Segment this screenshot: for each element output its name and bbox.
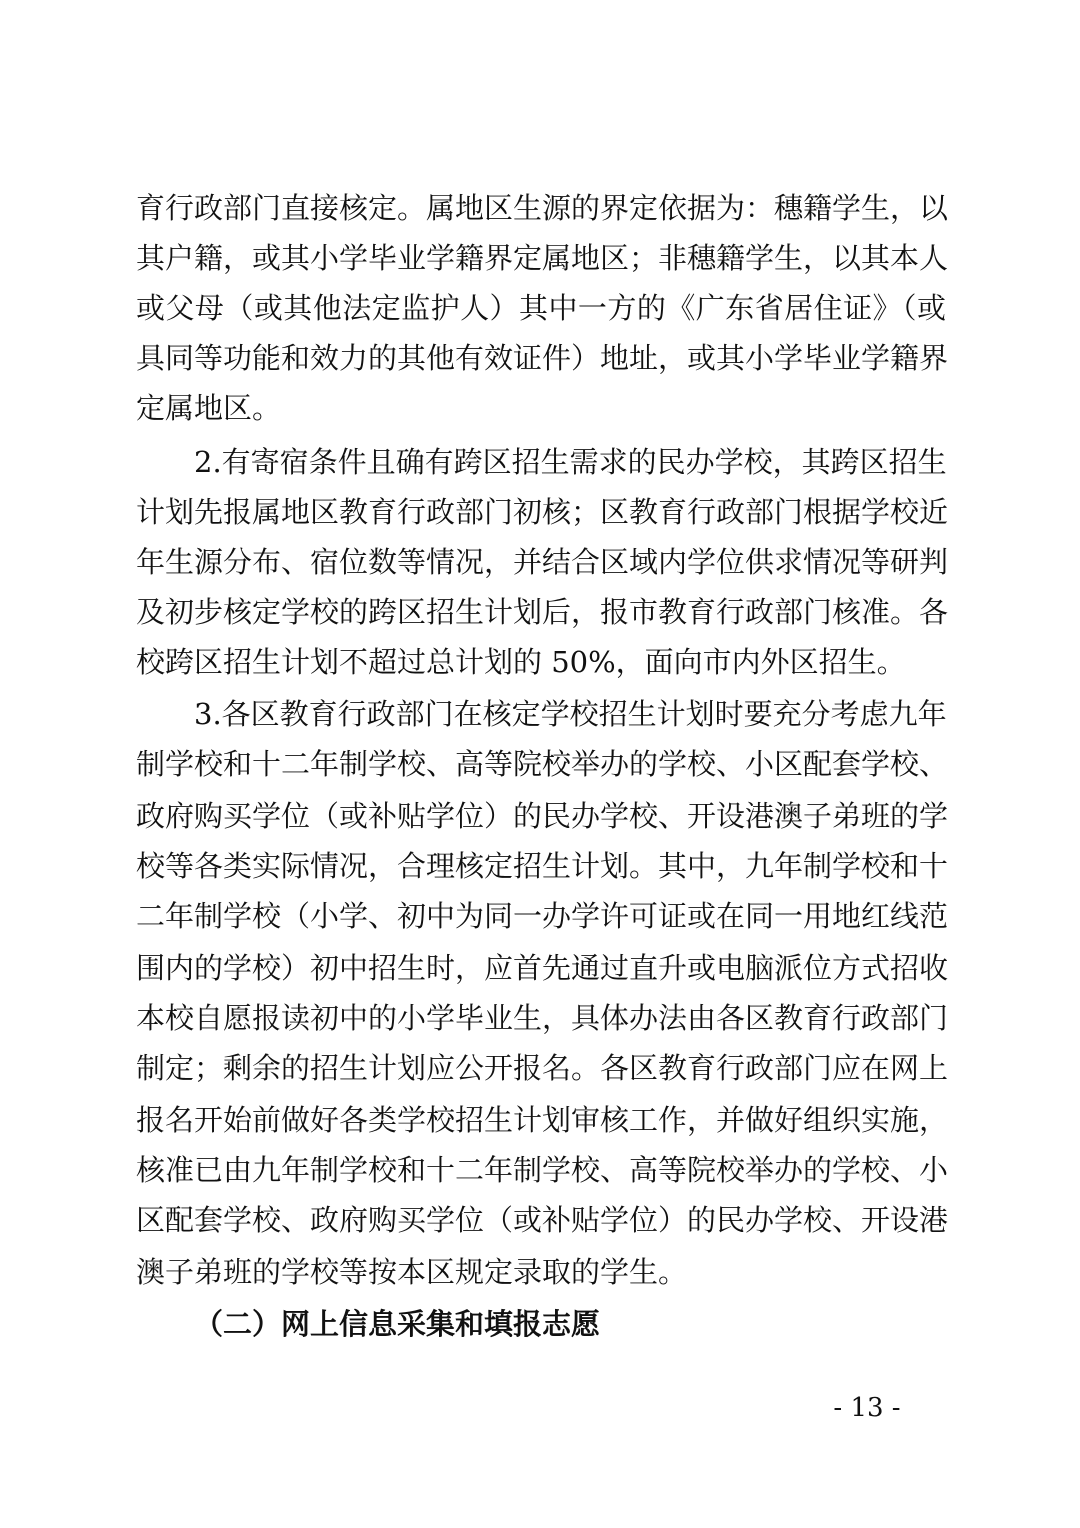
paragraph-2-line-4: 及初步核定学校的跨区招生计划后，报市教育行政部门核准。各 xyxy=(136,595,949,629)
paragraph-2-line-2: 计划先报属地区教育行政部门初核；区教育行政部门根据学校近 xyxy=(136,495,949,529)
paragraph-3-line-9: 报名开始前做好各类学校招生计划审核工作，并做好组织实施， xyxy=(136,1103,949,1137)
paragraph-3-line-12: 澳子弟班的学校等按本区规定录取的学生。 xyxy=(136,1255,688,1289)
paragraph-2-line-5: 校跨区招生计划不超过总计划的 50%，面向市内外区招生。 xyxy=(136,645,906,679)
section-heading: （二）网上信息采集和填报志愿 xyxy=(194,1307,601,1341)
paragraph-3-line-4: 校等各类实际情况，合理核定招生计划。其中，九年制学校和十 xyxy=(136,849,949,883)
paragraph-3-line-6: 围内的学校）初中招生时，应首先通过直升或电脑派位方式招收 xyxy=(136,951,949,985)
paragraph-3-line-10: 核准已由九年制学校和十二年制学校、高等院校举办的学校、小 xyxy=(136,1153,949,1187)
paragraph-3-line-2: 制学校和十二年制学校、高等院校举办的学校、小区配套学校、 xyxy=(136,747,949,781)
paragraph-3-line-5: 二年制学校（小学、初中为同一办学许可证或在同一用地红线范 xyxy=(136,899,949,933)
paragraph-1-line-5: 定属地区。 xyxy=(136,391,282,425)
paragraph-2-line-1: 2.有寄宿条件且确有跨区招生需求的民办学校，其跨区招生 xyxy=(194,445,947,479)
paragraph-3-line-7: 本校自愿报读初中的小学毕业生，具体办法由各区教育行政部门 xyxy=(136,1001,949,1035)
paragraph-3-line-3: 政府购买学位（或补贴学位）的民办学校、开设港澳子弟班的学 xyxy=(136,799,949,833)
paragraph-2-line-3: 年生源分布、宿位数等情况，并结合区域内学位供求情况等研判 xyxy=(136,545,949,579)
paragraph-1-line-2: 其户籍，或其小学毕业学籍界定属地区；非穗籍学生，以其本人 xyxy=(136,241,949,275)
paragraph-3-line-11: 区配套学校、政府购买学位（或补贴学位）的民办学校、开设港 xyxy=(136,1203,949,1237)
paragraph-1-line-1: 育行政部门直接核定。属地区生源的界定依据为：穗籍学生，以 xyxy=(136,191,949,225)
paragraph-1-line-4: 具同等功能和效力的其他有效证件）地址，或其小学毕业学籍界 xyxy=(136,341,949,375)
paragraph-3-line-1: 3.各区教育行政部门在核定学校招生计划时要充分考虑九年 xyxy=(194,697,947,731)
paragraph-3-line-8: 制定；剩余的招生计划应公开报名。各区教育行政部门应在网上 xyxy=(136,1051,949,1085)
paragraph-1-line-3: 或父母（或其他法定监护人）其中一方的《广东省居住证》（或 xyxy=(136,291,946,325)
page-number: - 13 - xyxy=(833,1393,901,1423)
